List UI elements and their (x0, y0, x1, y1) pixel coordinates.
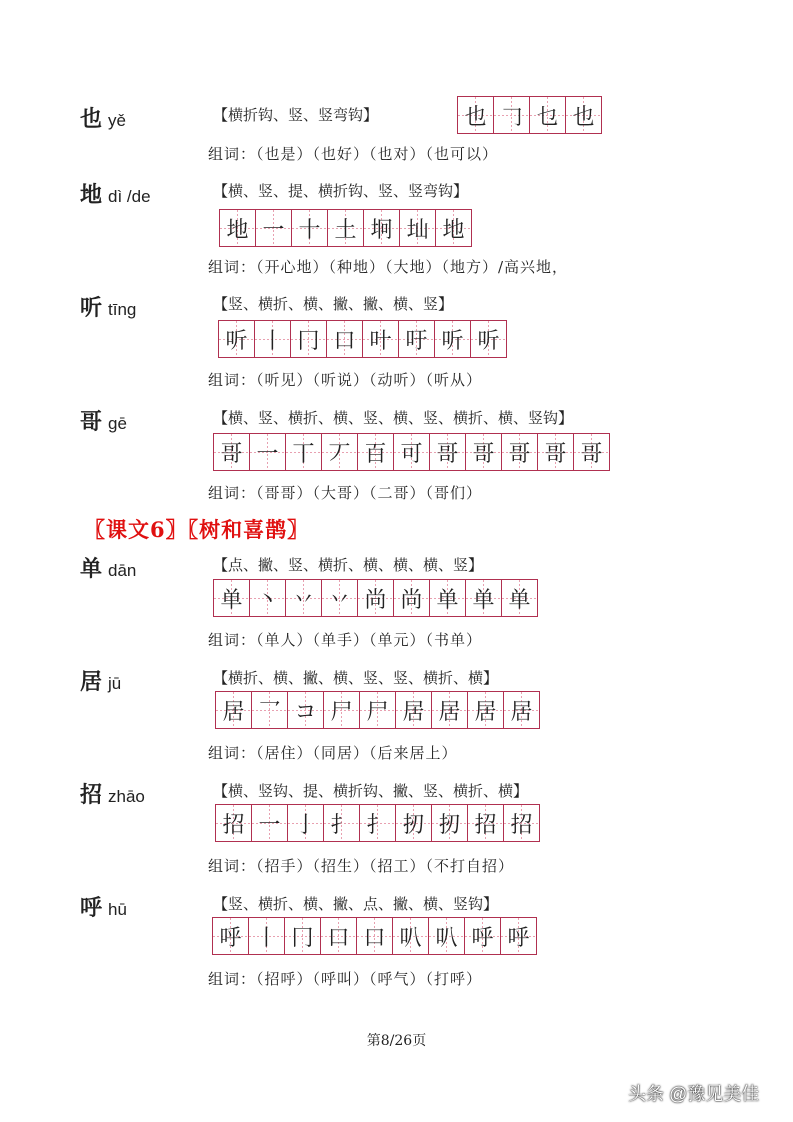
stroke-step-cell: 冂 (285, 918, 321, 954)
stroke-step-cell: 呼 (465, 918, 501, 954)
stroke-order-grid (457, 96, 602, 134)
entry-character: 听 (80, 295, 103, 321)
stroke-step-cell: 哥 (430, 434, 466, 470)
stroke-step-cell: 听 (435, 321, 471, 357)
stroke-step-cell: 尸 (360, 692, 396, 728)
stroke-step-cell: 地 (220, 210, 256, 246)
stroke-order-grid (219, 209, 472, 247)
stroke-step-cell: 一 (250, 434, 286, 470)
entry-title (80, 891, 127, 922)
stroke-step-cell: 居 (432, 692, 468, 728)
stroke-step-cell: 口 (321, 918, 357, 954)
stroke-step-cell: 哥 (214, 434, 250, 470)
example-words: 组词：（哥哥）（大哥）（二哥）（哥们） (208, 484, 483, 502)
example-words: 组词：（招手）（招生）（招工）（不打自招） (208, 857, 515, 875)
stroke-names: 【横折、横、撇、横、竖、竖、横折、横】 (213, 669, 499, 687)
stroke-step-cell: 口 (327, 321, 363, 357)
stroke-step-cell: 哥 (466, 434, 502, 470)
entry-character: 单 (80, 556, 103, 582)
stroke-step-cell: 一 (256, 210, 292, 246)
stroke-step-cell: 叭 (393, 918, 429, 954)
stroke-step-cell: 十 (292, 210, 328, 246)
stroke-step-cell: 也 (458, 97, 494, 133)
stroke-step-cell: 丨 (255, 321, 291, 357)
stroke-step-cell: 地 (436, 210, 471, 246)
stroke-step-cell: 丶 (250, 580, 286, 616)
stroke-order-grid (213, 433, 610, 471)
stroke-step-cell: 哥 (574, 434, 609, 470)
stroke-step-cell: 招 (504, 805, 539, 841)
page-number: 第8/26页 (366, 1033, 427, 1049)
stroke-step-cell: 丅 (286, 434, 322, 470)
stroke-step-cell: 尸 (324, 692, 360, 728)
stroke-step-cell: 招 (468, 805, 504, 841)
stroke-names: 【竖、横折、横、撇、撇、横、竖】 (213, 295, 454, 313)
entry-character: 招 (80, 782, 103, 808)
stroke-names: 【横、竖钩、提、横折钩、撇、竖、横折、横】 (213, 782, 529, 800)
stroke-step-cell: 哥 (502, 434, 538, 470)
entry-title (80, 178, 151, 209)
stroke-order-grid (218, 320, 507, 358)
entry-title (80, 102, 126, 133)
example-words: 组词：（也是）（也好）（也对）（也可以） (208, 145, 499, 163)
stroke-step-cell: 吁 (399, 321, 435, 357)
stroke-step-cell: 哥 (538, 434, 574, 470)
stroke-step-cell: コ (288, 692, 324, 728)
stroke-step-cell: 居 (504, 692, 539, 728)
entry-character: 地 (80, 182, 103, 208)
stroke-step-cell: 冂 (291, 321, 327, 357)
entry-character: 居 (80, 669, 103, 695)
stroke-step-cell: 亅 (288, 805, 324, 841)
entry-title (80, 778, 145, 809)
stroke-step-cell: 𠃌 (494, 97, 530, 133)
stroke-order-grid (212, 917, 537, 955)
entry-pinyin: tīng (108, 300, 137, 319)
stroke-step-cell: 听 (471, 321, 506, 357)
entry-pinyin: zhāo (108, 787, 145, 806)
entry-title (80, 552, 136, 583)
entry-title (80, 665, 121, 696)
stroke-step-cell: 招 (216, 805, 252, 841)
stroke-step-cell: 口 (357, 918, 393, 954)
stroke-step-cell: 丷 (322, 580, 358, 616)
stroke-order-grid (215, 691, 540, 729)
stroke-step-cell: 圸 (400, 210, 436, 246)
stroke-step-cell: 扨 (432, 805, 468, 841)
stroke-names: 【横、竖、提、横折钩、竖、竖弯钩】 (213, 182, 469, 200)
stroke-step-cell: 居 (216, 692, 252, 728)
stroke-step-cell: 居 (396, 692, 432, 728)
entry-title (80, 405, 127, 436)
example-words: 组词：（单人）（单手）（单元）（书单） (208, 631, 483, 649)
stroke-names: 【竖、横折、横、撇、点、撇、横、竖钩】 (213, 895, 499, 913)
example-words: 组词：（居住）（同居）（后来居上） (208, 744, 458, 762)
stroke-step-cell: 单 (502, 580, 537, 616)
watermark: 头条 @豫见美佳 (628, 1084, 760, 1104)
entry-pinyin: yě (108, 111, 126, 130)
entry-pinyin: gē (108, 414, 127, 433)
stroke-step-cell: 乜 (530, 97, 566, 133)
stroke-step-cell: 扌 (360, 805, 396, 841)
stroke-step-cell: 土 (328, 210, 364, 246)
stroke-order-grid (215, 804, 540, 842)
entry-pinyin: hū (108, 900, 127, 919)
stroke-step-cell: 呼 (501, 918, 536, 954)
entry-pinyin: dì /de (108, 187, 151, 206)
entry-character: 也 (80, 106, 103, 132)
stroke-step-cell: 听 (219, 321, 255, 357)
stroke-order-grid (213, 579, 538, 617)
example-words: 组词：（开心地）（种地）（大地）（地方）/高兴地， (208, 258, 569, 276)
stroke-step-cell: 丨 (249, 918, 285, 954)
stroke-step-cell: 尚 (394, 580, 430, 616)
stroke-names: 【横、竖、横折、横、竖、横、竖、横折、横、竖钩】 (213, 409, 574, 427)
stroke-step-cell: 乛 (252, 692, 288, 728)
stroke-step-cell: 坰 (364, 210, 400, 246)
stroke-step-cell: 丷 (286, 580, 322, 616)
stroke-step-cell: 也 (566, 97, 601, 133)
stroke-names: 【横折钩、竖、竖弯钩】 (213, 106, 379, 124)
stroke-step-cell: 扌 (324, 805, 360, 841)
stroke-step-cell: 居 (468, 692, 504, 728)
stroke-step-cell: 单 (430, 580, 466, 616)
stroke-step-cell: 丆 (322, 434, 358, 470)
entry-title (80, 291, 136, 322)
example-words: 组词：（听见）（听说）（动听）（听从） (208, 371, 483, 389)
stroke-step-cell: 呼 (213, 918, 249, 954)
stroke-step-cell: 尚 (358, 580, 394, 616)
stroke-step-cell: 可 (394, 434, 430, 470)
entry-character: 呼 (80, 895, 103, 921)
stroke-step-cell: 单 (466, 580, 502, 616)
stroke-step-cell: 扨 (396, 805, 432, 841)
stroke-step-cell: 单 (214, 580, 250, 616)
entry-pinyin: dān (108, 561, 137, 580)
entry-pinyin: jū (108, 674, 122, 693)
example-words: 组词：（招呼）（呼叫）（呼气）（打呼） (208, 970, 483, 988)
stroke-step-cell: 一 (252, 805, 288, 841)
stroke-names: 【点、撇、竖、横折、横、横、横、竖】 (213, 556, 484, 574)
entry-character: 哥 (80, 409, 103, 435)
stroke-step-cell: 百 (358, 434, 394, 470)
stroke-step-cell: 叶 (363, 321, 399, 357)
stroke-step-cell: 叭 (429, 918, 465, 954)
section-heading: 〖课文6〗〖树和喜鹊〗 (84, 517, 310, 542)
